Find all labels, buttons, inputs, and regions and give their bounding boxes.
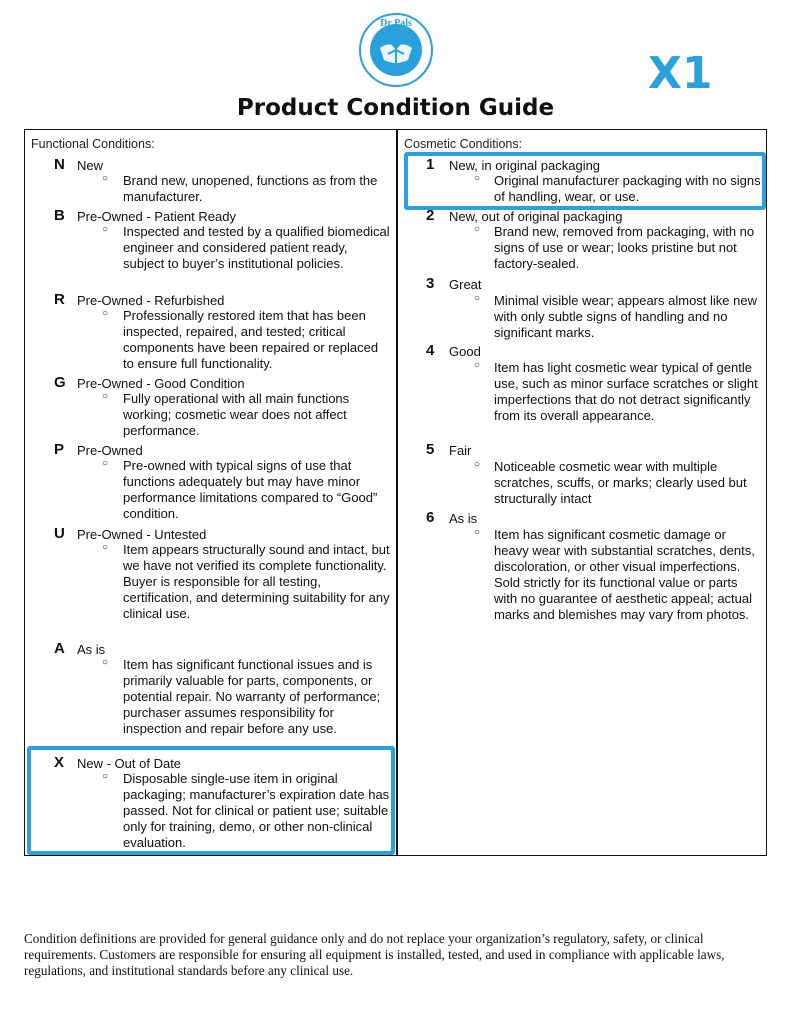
condition-description: Brand new, removed from packaging, with no signs of use or wear; looks pristine but not factory-sealed.: [494, 224, 755, 271]
bullet-icon: ○: [102, 391, 109, 402]
column-divider: [396, 130, 398, 855]
bullet-icon: ○: [102, 458, 109, 469]
condition-description: Inspected and tested by a qualified biomedical engineer and considered patient ready, subject to buyer’s institutional policies.: [123, 224, 390, 271]
bullet-icon: ○: [102, 224, 109, 235]
condition-label: New, in original packaging: [449, 158, 601, 173]
condition-description: Item has light cosmetic wear typical of gentle use, such as minor surface scratches or slight imperfections that do not detract significantly from its overall appearance.: [494, 360, 758, 423]
condition-code: N: [54, 156, 65, 173]
disclaimer-text: Condition definitions are provided for general guidance only and do not replace your organization’s regulatory, safety, or clinical requirements. Customers are responsible for ensuring all equipment is installed, tested, and used in compliance with applicable laws, regulations, and institutional standards before any clinical use.: [24, 931, 725, 978]
condition-label: Fair: [449, 443, 472, 458]
condition-code: P: [54, 441, 65, 458]
bullet-icon: ○: [474, 224, 481, 235]
bullet-icon: ○: [102, 173, 109, 184]
condition-label: New - Out of Date: [77, 756, 182, 771]
condition-description: Item appears structurally sound and intact, but we have not verified its complete functionality. Buyer is responsible for all testing, certification, and determining suitability for any clinical use.: [123, 542, 390, 621]
condition-label: Pre-Owned - Untested: [77, 527, 207, 542]
condition-description: Disposable single-use item in original packaging; manufacturer’s expiration date has passed. Not for clinical or patient use; suitable only for training, demo, or other non-clinical evaluation.: [123, 771, 390, 850]
condition-label: As is: [449, 511, 478, 526]
condition-label: New: [77, 158, 104, 173]
dr-pals-logo: [358, 12, 434, 88]
condition-label: Good: [449, 344, 481, 359]
highlight-box-x: [27, 746, 395, 855]
functional-heading: Functional Conditions:: [31, 137, 155, 151]
condition-code: B: [54, 207, 65, 224]
condition-description: Original manufacturer packaging with no signs of handling, wear, or use.: [494, 173, 761, 204]
bullet-icon: ○: [474, 360, 481, 371]
condition-code: A: [54, 640, 65, 657]
highlight-box-1: [404, 152, 766, 210]
condition-label: New, out of original packaging: [449, 209, 623, 224]
bullet-icon: ○: [474, 527, 481, 538]
condition-description: Professionally restored item that has been inspected, repaired, and tested; critical components have been repaired or replaced to ensure full functionality.: [123, 308, 379, 371]
condition-description: Noticeable cosmetic wear with multiple scratches, scuffs, or marks; clearly used but structurally intact: [494, 459, 747, 506]
condition-description: Item has significant functional issues and is primarily valuable for parts, components, or potential repair. No warranty of performance; purchaser assumes responsibility for inspection and repair before any use.: [123, 657, 381, 736]
condition-label: Pre-Owned - Good Condition: [77, 376, 245, 391]
bullet-icon: ○: [102, 308, 109, 319]
condition-label: As is: [77, 642, 106, 657]
bullet-icon: ○: [102, 657, 109, 668]
condition-code: 3: [426, 275, 435, 292]
condition-code: 4: [426, 342, 435, 359]
bullet-icon: ○: [102, 771, 109, 782]
condition-code: U: [54, 525, 65, 542]
condition-description: Item has significant cosmetic damage or heavy wear with substantial scratches, dents, discoloration, or other visual imperfections. Sold strictly for its functional value or parts with no guarantee of aesthetic appeal; actual marks and blemishes may vary from photos.: [494, 527, 755, 622]
condition-label: Pre-Owned - Refurbished: [77, 293, 225, 308]
condition-description: Minimal visible wear; appears almost like new with only subtle signs of handling and no significant marks.: [494, 293, 757, 340]
condition-code: 5: [426, 441, 435, 458]
condition-code: 6: [426, 509, 435, 526]
bullet-icon: ○: [102, 542, 109, 553]
condition-label: Great: [449, 277, 482, 292]
condition-label: Pre-Owned - Patient Ready: [77, 209, 236, 224]
page-title: Product Condition Guide: [236, 95, 555, 121]
bullet-icon: ○: [474, 293, 481, 304]
condition-code: 1: [426, 156, 435, 173]
condition-code: X: [54, 754, 65, 771]
svg-text:Dr Pals: Dr Pals: [380, 18, 412, 29]
cosmetic-heading: Cosmetic Conditions:: [404, 137, 523, 151]
condition-description: Fully operational with all main functions working; cosmetic wear does not affect performance.: [123, 391, 350, 438]
condition-description: Brand new, unopened, functions as from the manufacturer.: [123, 173, 378, 204]
bullet-icon: ○: [474, 459, 481, 470]
condition-table: [24, 129, 767, 856]
condition-code: G: [54, 374, 66, 391]
condition-code: R: [54, 291, 65, 308]
badge-x1: X1: [648, 48, 713, 99]
bullet-icon: ○: [474, 173, 481, 184]
condition-label: Pre-Owned: [77, 443, 143, 458]
condition-code: 2: [426, 207, 435, 224]
condition-description: Pre-owned with typical signs of use that functions adequately but may have minor performance limitations compared to “Good” condition.: [123, 458, 378, 521]
